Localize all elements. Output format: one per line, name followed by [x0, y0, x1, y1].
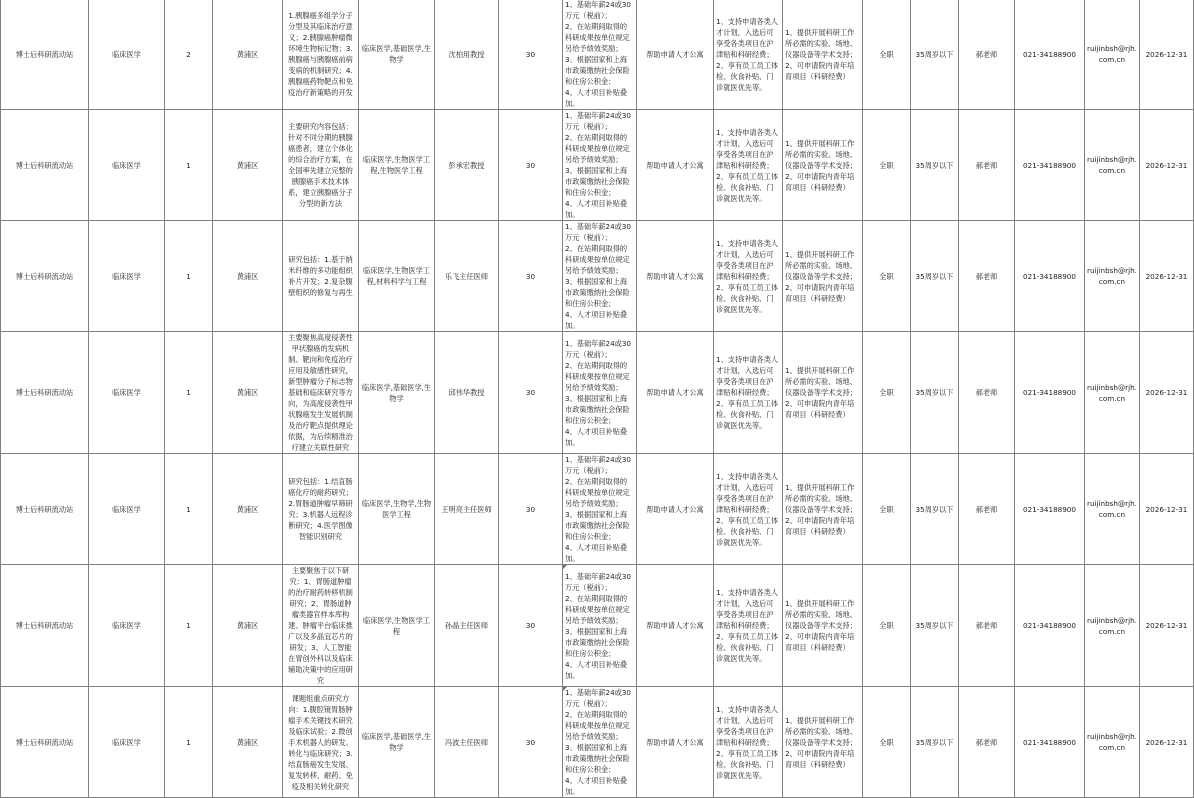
email-text: ruijinbsh@rjh.com.cn — [1087, 732, 1137, 752]
research-cell[interactable] — [283, 454, 359, 565]
salary-line: 1、基础年薪24或30万元（税前）； — [565, 111, 631, 131]
outstation-line: 2、可申请院内青年培育项目（科研经费） — [785, 632, 855, 652]
subject-cell[interactable] — [89, 0, 165, 110]
salary-line: 1、基础年薪24或30万元（税前）； — [565, 222, 631, 242]
support-line: 1、支持申请各类人才计划，入选后可享受各类项目在沪津贴和科研经费； — [716, 238, 779, 281]
deadline-cell[interactable] — [1140, 110, 1194, 221]
outstation-line: 2、可申请院内青年培育项目（科研经费） — [785, 748, 855, 769]
deadline-text: 2026-12-31 — [1145, 49, 1188, 59]
district-cell[interactable] — [213, 687, 283, 798]
phone-cell[interactable] — [1015, 221, 1085, 332]
support-line: 1、支持申请各类人才计划，入选后可享受各类项目在沪津贴和科研经费； — [716, 704, 779, 747]
support-line: 2、享有员工员工体检、伙食补贴、门诊就医优先等。 — [716, 171, 779, 203]
district-text: 黄浦区 — [236, 160, 259, 170]
station-text: 博士后科研流动站 — [15, 49, 74, 59]
outstation-cell[interactable] — [783, 0, 863, 110]
deadline-cell[interactable] — [1140, 0, 1194, 110]
count-text: 1 — [186, 388, 191, 397]
salary-line: 3、根据国家和上海市政策缴纳社会保险和住房公积金； — [565, 277, 630, 308]
supervisor-cell[interactable] — [435, 332, 499, 454]
support-line: 2、享有员工员工体检、伙食补贴、门诊就医优先等。 — [716, 632, 779, 663]
salary-line: 4、人才项目补贴叠加。 — [565, 199, 628, 219]
table-row — [1, 454, 1194, 565]
discipline-text: 临床医学,基础医学,生物学 — [361, 382, 432, 403]
salary-cell[interactable] — [563, 110, 637, 221]
deadline-cell[interactable] — [1140, 454, 1194, 565]
outstation-line: 2、可申请院内青年培育项目（科研经费） — [785, 282, 855, 303]
contact-cell[interactable] — [959, 454, 1015, 565]
discipline-cell[interactable] — [359, 221, 435, 332]
subject-text: 临床医学 — [112, 504, 141, 514]
count-text: 2 — [186, 49, 191, 59]
contact-text: 郝老师 — [975, 271, 998, 281]
age-cell[interactable] — [499, 221, 563, 332]
research-line: 主要聚焦于以下研究：1、胃肠道肿瘤的治疗耐药转移机制研究；2、胃肠道肿瘤类器官样本库构建、肿瘤平台临床推广以及多晶宜芯片的研发；3、人工智能在胃创外科以及临床辅助决策中的应用研究 — [288, 566, 353, 685]
deadline-text: 2026-12-31 — [1145, 737, 1188, 747]
deadline-text: 2026-12-31 — [1145, 160, 1188, 170]
supervisor-cell[interactable] — [435, 687, 499, 798]
station-cell[interactable] — [1, 565, 89, 687]
age-text: 30 — [525, 271, 536, 281]
discipline-text: 临床医学,基础医学,生物学 — [361, 44, 432, 64]
station-cell[interactable] — [1, 332, 89, 454]
salary-line: 1、基础年薪24或30万元（税前）； — [565, 688, 631, 708]
salary-cell[interactable] — [563, 221, 637, 332]
supervisor-cell[interactable] — [435, 110, 499, 221]
supervisor-text: 沈柏用教授 — [448, 49, 485, 59]
contact-cell[interactable] — [959, 221, 1015, 332]
discipline-text: 临床医学,生物医学工程 — [363, 615, 430, 636]
supervisor-text: 邱伟华教授 — [448, 388, 485, 397]
age-limit-text: 35周岁以下 — [915, 388, 954, 397]
age-limit-cell[interactable] — [911, 565, 959, 687]
contact-text: 郝老师 — [975, 160, 998, 170]
outstation-cell[interactable] — [783, 221, 863, 332]
phone-cell[interactable] — [1015, 565, 1085, 687]
discipline-text: 临床医学,生物学,生物医学工程 — [361, 499, 432, 519]
contact-text: 郝老师 — [975, 388, 998, 397]
age-limit-cell[interactable] — [911, 221, 959, 332]
age-limit-cell[interactable] — [911, 687, 959, 798]
phone-text: 021-34188900 — [1023, 504, 1076, 514]
subject-text: 临床医学 — [112, 388, 141, 397]
salary-line: 4、人才项目补贴叠加。 — [565, 776, 628, 796]
housing-text: 帮助申请人才公寓 — [646, 388, 704, 397]
salary-line: 3、根据国家和上海市政策缴纳社会保险和住房公积金； — [565, 166, 630, 197]
district-text: 黄浦区 — [236, 49, 259, 59]
station-cell[interactable] — [1, 454, 89, 565]
employment-type-cell[interactable] — [863, 565, 911, 687]
phone-text: 021-34188900 — [1023, 160, 1076, 170]
outstation-line: 2、可申请院内青年培育项目（科研经费） — [785, 171, 855, 192]
supervisor-text: 乐飞主任医师 — [444, 271, 489, 281]
housing-cell[interactable] — [637, 454, 714, 565]
deadline-text: 2026-12-31 — [1145, 504, 1188, 514]
contact-cell[interactable] — [959, 332, 1015, 454]
age-text: 30 — [525, 504, 536, 514]
employment-type-text: 全职 — [879, 504, 894, 514]
email-text: ruijinbsh@rjh.com.cn — [1087, 155, 1137, 175]
count-text: 1 — [186, 737, 191, 747]
count-cell[interactable] — [165, 565, 213, 687]
station-text: 博士后科研流动站 — [15, 621, 74, 630]
outstation-line: 1、提供开展科研工作所必需的实验、场地、仪器设备等学术支持； — [785, 27, 857, 59]
station-text: 博士后科研流动站 — [15, 160, 74, 170]
count-cell[interactable] — [165, 221, 213, 332]
contact-text: 郝老师 — [975, 504, 998, 514]
employment-type-cell[interactable] — [863, 687, 911, 798]
supervisor-text: 彭承宏教授 — [448, 160, 485, 170]
supervisor-cell[interactable] — [435, 0, 499, 110]
table-row — [1, 332, 1194, 454]
station-text: 博士后科研流动站 — [15, 271, 74, 281]
salary-line: 4、人才项目补贴叠加。 — [565, 88, 628, 108]
age-text: 30 — [525, 737, 536, 747]
employment-type-text: 全职 — [879, 271, 894, 281]
employment-type-cell[interactable] — [863, 332, 911, 454]
phone-text: 021-34188900 — [1023, 271, 1076, 281]
phone-cell[interactable] — [1015, 454, 1085, 565]
age-limit-text: 35周岁以下 — [915, 160, 954, 170]
employment-type-text: 全职 — [879, 49, 894, 59]
salary-line: 4、人才项目补贴叠加。 — [565, 426, 628, 447]
research-cell[interactable] — [283, 687, 359, 798]
deadline-cell[interactable] — [1140, 687, 1194, 798]
count-text: 1 — [186, 504, 191, 514]
age-limit-cell[interactable] — [911, 454, 959, 565]
discipline-text: 临床医学,基础医学,生物学 — [361, 732, 432, 752]
count-text: 1 — [186, 621, 191, 630]
supervisor-text: 孙晶主任医师 — [444, 621, 489, 630]
housing-cell[interactable] — [637, 221, 714, 332]
contact-text: 郝老师 — [975, 49, 998, 59]
contact-cell[interactable] — [959, 0, 1015, 110]
salary-line: 2、在站期间取得的科研成果按单位规定另给予绩效奖励； — [565, 710, 630, 741]
research-line: 主要聚焦高度侵袭性甲状腺癌的发病机制、靶向和免疫治疗应用及敏感性研究，新型肿瘤分子标志物基础和临床研究等方向，为高度侵袭性甲状腺癌发生发展机制及治疗靶点提供理论依据，为后续精准治疗建立关联性研究 — [288, 333, 353, 452]
support-line: 1、支持申请各类人才计划，入选后可享受各类项目在沪津贴和科研经费； — [716, 588, 779, 630]
salary-line: 3、根据国家和上海市政策缴纳社会保险和住房公积金； — [565, 626, 630, 658]
contact-cell[interactable] — [959, 110, 1015, 221]
email-cell[interactable] — [1085, 565, 1140, 687]
deadline-cell[interactable] — [1140, 221, 1194, 332]
discipline-cell[interactable] — [359, 454, 435, 565]
table-row — [1, 687, 1194, 798]
research-cell[interactable] — [283, 0, 359, 110]
email-text: ruijinbsh@rjh.com.cn — [1087, 499, 1137, 519]
email-cell[interactable] — [1085, 110, 1140, 221]
count-cell[interactable] — [165, 332, 213, 454]
research-line: 研究包括：1.结直肠癌化疗的耐药研究；2.胃肠道肿瘤早筛研究；3.机器人远程诊断研究；4.医学图像智能识别研究 — [288, 477, 353, 541]
support-cell[interactable] — [714, 332, 783, 454]
phone-cell[interactable] — [1015, 687, 1085, 798]
age-limit-cell[interactable] — [911, 332, 959, 454]
age-cell[interactable] — [499, 332, 563, 454]
deadline-text: 2026-12-31 — [1145, 388, 1188, 397]
outstation-line: 1、提供开展科研工作所必需的实验、场地、仪器设备等学术支持； — [785, 366, 857, 397]
salary-line: 2、在站期间取得的科研成果按单位规定另给予绩效奖励； — [565, 133, 630, 164]
table-row — [1, 565, 1194, 687]
age-text: 30 — [525, 621, 536, 630]
count-text: 1 — [186, 160, 191, 170]
contact-cell[interactable] — [959, 687, 1015, 798]
supervisor-text: 冯波主任医师 — [444, 737, 489, 747]
supervisor-cell[interactable] — [435, 565, 499, 687]
housing-text: 帮助申请人才公寓 — [646, 737, 704, 747]
discipline-cell[interactable] — [359, 0, 435, 110]
subject-cell[interactable] — [89, 221, 165, 332]
station-text: 博士后科研流动站 — [15, 737, 74, 747]
district-text: 黄浦区 — [236, 621, 259, 630]
subject-text: 临床医学 — [112, 737, 141, 747]
outstation-cell[interactable] — [783, 454, 863, 565]
employment-type-cell[interactable] — [863, 454, 911, 565]
age-text: 30 — [525, 160, 536, 170]
email-cell[interactable] — [1085, 454, 1140, 565]
discipline-text: 临床医学,生物医学工程,生物医学工程 — [363, 155, 430, 175]
table-body — [1, 0, 1194, 798]
salary-line: 1、基础年薪24或30万元（税前）； — [565, 571, 631, 592]
salary-cell[interactable] — [563, 687, 637, 798]
support-line: 2、享有员工员工体检、伙食补贴、门诊就医优先等。 — [716, 399, 779, 430]
subject-text: 临床医学 — [112, 160, 141, 170]
district-cell[interactable] — [213, 0, 283, 110]
station-cell[interactable] — [1, 221, 89, 332]
research-cell[interactable] — [283, 565, 359, 687]
age-limit-cell[interactable] — [911, 110, 959, 221]
email-cell[interactable] — [1085, 332, 1140, 454]
outstation-line: 1、提供开展科研工作所必需的实验、场地、仪器设备等学术支持； — [785, 482, 857, 514]
subject-text: 临床医学 — [112, 621, 141, 630]
email-text: ruijinbsh@rjh.com.cn — [1087, 382, 1137, 403]
housing-cell[interactable] — [637, 332, 714, 454]
support-line: 1、支持申请各类人才计划，入选后可享受各类项目在沪津贴和科研经费； — [716, 16, 779, 59]
age-cell[interactable] — [499, 0, 563, 110]
support-line: 2、享有员工员工体检、伙食补贴、门诊就医优先等。 — [716, 282, 779, 314]
salary-line: 4、人才项目补贴叠加。 — [565, 310, 628, 330]
age-limit-text: 35周岁以下 — [915, 621, 954, 630]
station-cell[interactable] — [1, 110, 89, 221]
discipline-cell[interactable] — [359, 687, 435, 798]
contact-text: 郝老师 — [975, 737, 998, 747]
outstation-cell[interactable] — [783, 332, 863, 454]
research-line: 课题组重点研究方向：1.腹腔镜胃肠肿瘤手术关键技术研究及临床试验；2.微创手术机器人的研发、转化与临床研究；3.结直肠癌发生发展、复发转移、耐药、免疫及相关转化研究 — [288, 693, 353, 791]
outstation-cell[interactable] — [783, 565, 863, 687]
salary-line: 2、在站期间取得的科研成果按单位规定另给予绩效奖励； — [565, 244, 630, 275]
discipline-cell[interactable] — [359, 110, 435, 221]
salary-line: 4、人才项目补贴叠加。 — [565, 543, 628, 563]
district-text: 黄浦区 — [236, 737, 259, 747]
email-text: ruijinbsh@rjh.com.cn — [1087, 615, 1137, 636]
outstation-line: 1、提供开展科研工作所必需的实验、场地、仪器设备等学术支持； — [785, 138, 857, 170]
district-cell[interactable] — [213, 110, 283, 221]
phone-cell[interactable] — [1015, 332, 1085, 454]
subject-cell[interactable] — [89, 110, 165, 221]
salary-line: 1、基础年薪24或30万元（税前）； — [565, 338, 631, 359]
research-line: 1.胰腺癌多组学分子分型及其临床治疗意义；2.胰腺癌肿瘤微环境生物标记物；3.胰腺癌与胰腺癌前病变病的机制研究；4.胰腺癌药物靶点和免疫治疗新策略的开发 — [288, 11, 353, 97]
employment-type-text: 全职 — [879, 388, 894, 397]
age-limit-text: 35周岁以下 — [915, 49, 954, 59]
employment-type-cell[interactable] — [863, 110, 911, 221]
email-cell[interactable] — [1085, 221, 1140, 332]
age-cell[interactable] — [499, 565, 563, 687]
discipline-cell[interactable] — [359, 565, 435, 687]
contact-text: 郝老师 — [975, 621, 998, 630]
station-cell[interactable] — [1, 0, 89, 110]
salary-line: 3、根据国家和上海市政策缴纳社会保险和住房公积金； — [565, 743, 630, 774]
salary-line: 2、在站期间取得的科研成果按单位规定另给予绩效奖励； — [565, 593, 630, 625]
count-cell[interactable] — [165, 687, 213, 798]
age-text: 30 — [525, 49, 536, 59]
outstation-line: 2、可申请院内青年培育项目（科研经费） — [785, 60, 855, 81]
district-cell[interactable] — [213, 221, 283, 332]
housing-text: 帮助申请人才公寓 — [646, 621, 704, 630]
count-text: 1 — [186, 271, 191, 281]
age-text: 30 — [525, 388, 536, 397]
housing-cell[interactable] — [637, 687, 714, 798]
age-limit-cell[interactable] — [911, 0, 959, 110]
support-cell[interactable] — [714, 687, 783, 798]
supervisor-text: 王明亮主任医师 — [441, 504, 492, 514]
phone-cell[interactable] — [1015, 0, 1085, 110]
contact-cell[interactable] — [959, 565, 1015, 687]
subject-cell[interactable] — [89, 565, 165, 687]
subject-text: 临床医学 — [112, 271, 141, 281]
supervisor-cell[interactable] — [435, 454, 499, 565]
deadline-text: 2026-12-31 — [1145, 621, 1188, 630]
deadline-text: 2026-12-31 — [1145, 271, 1188, 281]
outstation-line: 1、提供开展科研工作所必需的实验、场地、仪器设备等学术支持； — [785, 715, 857, 747]
support-cell[interactable] — [714, 110, 783, 221]
table-row — [1, 110, 1194, 221]
support-line: 1、支持申请各类人才计划，入选后可享受各类项目在沪津贴和科研经费； — [716, 471, 779, 514]
housing-text: 帮助申请人才公寓 — [646, 504, 704, 514]
research-cell[interactable] — [283, 332, 359, 454]
housing-cell[interactable] — [637, 0, 714, 110]
outstation-line: 2、可申请院内青年培育项目（科研经费） — [785, 515, 855, 536]
outstation-line: 1、提供开展科研工作所必需的实验、场地、仪器设备等学术支持； — [785, 249, 857, 281]
salary-cell[interactable] — [563, 332, 637, 454]
salary-line: 3、根据国家和上海市政策缴纳社会保险和住房公积金； — [565, 510, 630, 541]
housing-text: 帮助申请人才公寓 — [646, 49, 704, 59]
housing-text: 帮助申请人才公寓 — [646, 271, 704, 281]
email-cell[interactable] — [1085, 0, 1140, 110]
phone-text: 021-34188900 — [1023, 737, 1076, 747]
employment-type-text: 全职 — [879, 160, 894, 170]
station-text: 博士后科研流动站 — [15, 504, 74, 514]
subject-text: 临床医学 — [112, 49, 141, 59]
subject-cell[interactable] — [89, 332, 165, 454]
age-limit-text: 35周岁以下 — [915, 271, 954, 281]
station-cell[interactable] — [1, 687, 89, 798]
salary-line: 3、根据国家和上海市政策缴纳社会保险和住房公积金； — [565, 393, 630, 425]
research-line: 主要研究内容包括：针对不同分期的胰腺癌患者，建立个体化的综合治疗方案，在全国率先建立完整的胰腺癌手术技术体系，建立胰腺癌分子分型的新方法 — [288, 122, 353, 208]
support-cell[interactable] — [714, 0, 783, 110]
salary-line: 2、在站期间取得的科研成果按单位规定另给予绩效奖励； — [565, 22, 630, 53]
support-cell[interactable] — [714, 454, 783, 565]
count-cell[interactable] — [165, 454, 213, 565]
supervisor-cell[interactable] — [435, 221, 499, 332]
phone-text: 021-34188900 — [1023, 49, 1076, 59]
research-cell[interactable] — [283, 221, 359, 332]
employment-type-cell[interactable] — [863, 221, 911, 332]
phone-text: 021-34188900 — [1023, 388, 1076, 397]
count-cell[interactable] — [165, 0, 213, 110]
salary-line: 4、人才项目补贴叠加。 — [565, 659, 628, 680]
employment-type-cell[interactable] — [863, 0, 911, 110]
district-text: 黄浦区 — [236, 504, 259, 514]
support-line: 1、支持申请各类人才计划，入选后可享受各类项目在沪津贴和科研经费； — [716, 355, 779, 397]
age-limit-text: 35周岁以下 — [915, 504, 954, 514]
phone-cell[interactable] — [1015, 110, 1085, 221]
outstation-line: 2、可申请院内青年培育项目（科研经费） — [785, 399, 855, 419]
age-cell[interactable] — [499, 687, 563, 798]
table-row — [1, 0, 1194, 110]
district-text: 黄浦区 — [236, 388, 259, 397]
housing-text: 帮助申请人才公寓 — [646, 160, 704, 170]
housing-cell[interactable] — [637, 565, 714, 687]
support-line: 2、享有员工员工体检、伙食补贴、门诊就医优先等。 — [716, 515, 779, 547]
research-cell[interactable] — [283, 110, 359, 221]
age-limit-text: 35周岁以下 — [915, 737, 954, 747]
deadline-cell[interactable] — [1140, 565, 1194, 687]
support-line: 1、支持申请各类人才计划，入选后可享受各类项目在沪津贴和科研经费； — [716, 127, 779, 170]
salary-line: 2、在站期间取得的科研成果按单位规定另给予绩效奖励； — [565, 477, 630, 508]
salary-line: 1、基础年薪24或30万元（税前）； — [565, 0, 631, 20]
email-cell[interactable] — [1085, 687, 1140, 798]
salary-cell[interactable] — [563, 565, 637, 687]
employment-type-text: 全职 — [879, 737, 894, 747]
district-cell[interactable] — [213, 454, 283, 565]
district-text: 黄浦区 — [236, 271, 259, 281]
subject-cell[interactable] — [89, 454, 165, 565]
employment-type-text: 全职 — [879, 621, 894, 630]
discipline-cell[interactable] — [359, 332, 435, 454]
table-row — [1, 221, 1194, 332]
salary-line: 3、根据国家和上海市政策缴纳社会保险和住房公积金； — [565, 55, 630, 86]
age-cell[interactable] — [499, 110, 563, 221]
count-cell[interactable] — [165, 110, 213, 221]
district-cell[interactable] — [213, 565, 283, 687]
support-cell[interactable] — [714, 565, 783, 687]
deadline-cell[interactable] — [1140, 332, 1194, 454]
support-line: 2、享有员工员工体检、伙食补贴、门诊就医优先等。 — [716, 748, 779, 780]
housing-cell[interactable] — [637, 110, 714, 221]
station-text: 博士后科研流动站 — [15, 388, 74, 397]
outstation-cell[interactable] — [783, 110, 863, 221]
salary-line: 2、在站期间取得的科研成果按单位规定另给予绩效奖励； — [565, 360, 630, 392]
support-cell[interactable] — [714, 221, 783, 332]
subject-cell[interactable] — [89, 687, 165, 798]
salary-cell[interactable] — [563, 0, 637, 110]
email-text: ruijinbsh@rjh.com.cn — [1087, 44, 1137, 64]
outstation-cell[interactable] — [783, 687, 863, 798]
phone-text: 021-34188900 — [1023, 621, 1076, 630]
discipline-text: 临床医学,生物医学工程,材料科学与工程 — [363, 266, 430, 286]
research-line: 研究包括：1.基于纳米纤维的多功能组织补片开发；2.复杂腹壁组织的修复与再生 — [288, 255, 353, 297]
salary-cell[interactable] — [563, 454, 637, 565]
email-text: ruijinbsh@rjh.com.cn — [1087, 266, 1137, 286]
age-cell[interactable] — [499, 454, 563, 565]
district-cell[interactable] — [213, 332, 283, 454]
support-line: 2、享有员工员工体检、伙食补贴、门诊就医优先等。 — [716, 60, 779, 92]
salary-line: 1、基础年薪24或30万元（税前）； — [565, 455, 631, 475]
outstation-line: 1、提供开展科研工作所必需的实验、场地、仪器设备等学术支持； — [785, 599, 857, 630]
